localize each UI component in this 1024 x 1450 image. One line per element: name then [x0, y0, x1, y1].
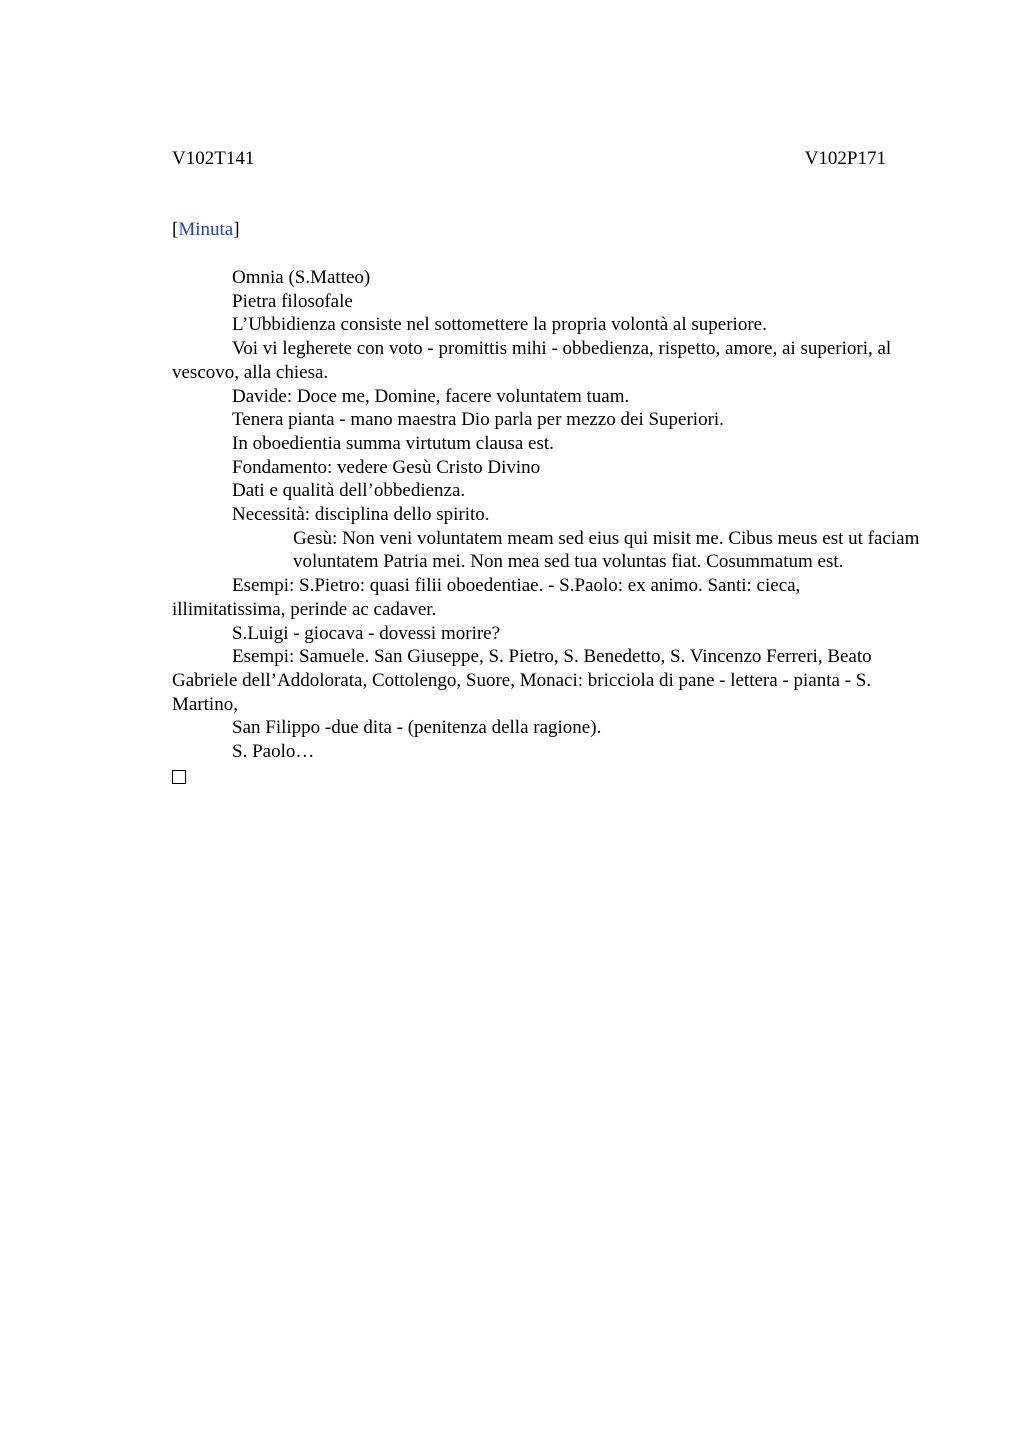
document-code-right: V102P171 [804, 148, 886, 169]
paragraph-line: Dati e qualità dell’obbedienza. [232, 480, 466, 502]
paragraph-line: Tenera pianta - mano maestra Dio parla per mezzo dei Superiori. [232, 409, 724, 431]
paragraph-line: Davide: Doce me, Domine, facere voluntatem tuam. [232, 385, 630, 407]
paragraph-line: Esempi: S.Pietro: quasi filii oboedentiae. - S.Paolo: ex animo. Santi: cieca, illimitatissima, perinde ac cadaver. [172, 575, 801, 620]
square-outline-icon [172, 770, 186, 784]
document-code-left: V102T141 [172, 148, 255, 169]
paragraph-line: Esempi: Samuele. San Giuseppe, S. Pietro, S. Benedetto, S. Vincenzo Ferreri, Beato Gabriele dell’Addolorata, Cottolengo, Suore, Monaci: bricciola di pane - lettera - pianta - S. Martino, [172, 646, 872, 715]
paragraph-line: L’Ubbidienza consiste nel sottomettere la propria volontà al superiore. [232, 314, 767, 336]
block-quote: Gesù: Non veni voluntatem meam sed eius qui misit me. Cibus meus est ut faciam voluntatem Patria mei. Non mea sed tua voluntas fiat. Cosummatum est. [293, 527, 920, 573]
paragraph-line: Pietra filosofale [232, 290, 353, 312]
paragraph-line: Omnia (S.Matteo) [232, 267, 371, 288]
paragraph-line: Necessità: disciplina dello spirito. [232, 504, 490, 526]
paragraph-line: S. Paolo… [232, 741, 315, 763]
paragraph-line: S.Luigi - giocava - dovessi morire? [232, 622, 501, 644]
minuta-open-bracket: [ [172, 219, 179, 240]
paragraph-line: San Filippo -due dita - (penitenza della ragione). [232, 717, 602, 739]
document-body [172, 266, 920, 784]
minuta-heading [172, 218, 240, 242]
minuta-close-bracket: ] [233, 219, 240, 240]
paragraph-line: Fondamento: vedere Gesù Cristo Divino [232, 456, 541, 478]
paragraph-line: Voi vi legherete con voto - promittis mihi - obbedienza, rispetto, amore, ai superiori, al vescovo, alla chiesa. [172, 338, 892, 383]
minuta-link[interactable]: Minuta [178, 219, 234, 240]
paragraph-line: In oboedientia summa virtutum clausa est. [232, 432, 554, 454]
